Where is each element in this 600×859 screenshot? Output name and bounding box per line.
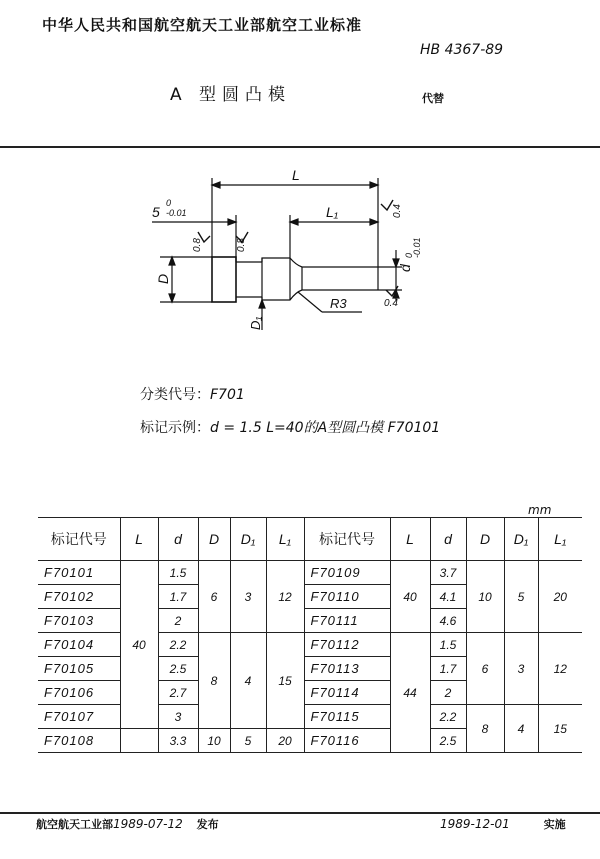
spec-table (38, 517, 582, 753)
code-cell: F70101 (38, 561, 120, 585)
tol-upper-d: 0 (404, 252, 414, 258)
code-cell: F70116 (304, 729, 390, 753)
L1-cell: 12 (266, 561, 304, 633)
code-cell: F70113 (304, 657, 390, 681)
code-cell: F70107 (38, 705, 120, 729)
code-cell: F70114 (304, 681, 390, 705)
doc-title: A 型圆凸模 (170, 85, 292, 105)
L1-cell: 15 (266, 633, 304, 729)
code-cell: F70103 (38, 609, 120, 633)
d-cell: 3.7 (430, 561, 466, 585)
d-cell: 3 (158, 705, 198, 729)
d-cell: 1.5 (430, 633, 466, 657)
col-d: d (158, 518, 198, 561)
label-d: d (397, 264, 413, 272)
L-cell: 40 (120, 561, 158, 729)
col-D1: D₁ (230, 518, 266, 561)
d-cell: 4.6 (430, 609, 466, 633)
standard-number: HB 4367-89 (420, 42, 504, 58)
replaces-label: 代替 (422, 92, 444, 105)
header-rule (0, 146, 600, 148)
L1-cell: 20 (538, 561, 582, 633)
code-cell: F70115 (304, 705, 390, 729)
rough-08-b: 0.8 (236, 238, 247, 252)
d-cell: 2 (430, 681, 466, 705)
punch-drawing (0, 150, 600, 375)
table-row (38, 705, 582, 729)
header-row (38, 518, 582, 561)
label-L1: L₁ (326, 204, 339, 220)
category-line (140, 384, 245, 404)
col-L1: L₁ (266, 518, 304, 561)
D1-cell: 5 (230, 729, 266, 753)
code-cell: F70108 (38, 729, 120, 753)
D-cell: 10 (466, 561, 504, 633)
D-cell: 6 (466, 633, 504, 705)
d-cell: 3.3 (158, 729, 198, 753)
label-L: L (292, 167, 300, 183)
rough-04-a: 0.4 (392, 204, 403, 218)
d-cell: 2.2 (430, 705, 466, 729)
col-L1-r: L₁ (538, 518, 582, 561)
d-cell: 1.7 (430, 657, 466, 681)
col-code-r: 标记代号 (304, 518, 390, 561)
impl-label: 实施 (543, 818, 566, 831)
table-row (38, 561, 582, 585)
col-D1-r: D₁ (504, 518, 538, 561)
d-cell: 2.7 (158, 681, 198, 705)
tol-lower: -0.01 (166, 208, 187, 218)
code-cell: F70109 (304, 561, 390, 585)
label-R3: R3 (330, 296, 347, 311)
rough-08-a: 0.8 (192, 238, 203, 252)
col-code: 标记代号 (38, 518, 120, 561)
issuer: 航空航天工业部 (36, 818, 113, 831)
d-cell: 2.5 (430, 729, 466, 753)
d-cell: 4.1 (430, 585, 466, 609)
code-cell: F70105 (38, 657, 120, 681)
col-L-r: L (390, 518, 430, 561)
D1-cell: 5 (504, 561, 538, 633)
code-cell: F70112 (304, 633, 390, 657)
footer-rule (0, 812, 600, 814)
example-label: 标记示例： (140, 420, 210, 436)
col-D-r: D (466, 518, 504, 561)
col-D: D (198, 518, 230, 561)
L-cell: 40 (390, 561, 430, 633)
D1-cell: 3 (504, 633, 538, 705)
issue-date: 1989-07-12 (113, 817, 183, 831)
example-text: d = 1.5 L=40的A型圆凸模 F70101 (210, 420, 441, 436)
d-cell: 1.7 (158, 585, 198, 609)
col-L: L (120, 518, 158, 561)
issue-label: 发布 (196, 818, 219, 831)
org-title: 中华人民共和国航空航天工业部航空工业标准 (42, 16, 363, 34)
col-d-r: d (430, 518, 466, 561)
L-cell-empty (120, 729, 158, 753)
d-cell: 2.5 (158, 657, 198, 681)
D-cell: 8 (466, 705, 504, 753)
D-cell: 8 (198, 633, 230, 729)
d-cell: 2 (158, 609, 198, 633)
issue-line (36, 816, 219, 832)
example-line (140, 417, 440, 437)
D1-cell: 4 (504, 705, 538, 753)
unit-label: mm (528, 503, 552, 517)
label-D1: D₁ (248, 316, 263, 330)
rough-04-b: 0.4 (384, 298, 398, 309)
code-cell: F70104 (38, 633, 120, 657)
part-outline (212, 257, 378, 302)
L1-cell: 20 (266, 729, 304, 753)
label-5: 5 (152, 204, 160, 220)
code-cell: F70111 (304, 609, 390, 633)
code-cell: F70102 (38, 585, 120, 609)
impl-line (440, 816, 566, 832)
label-D: D (155, 273, 171, 284)
impl-date: 1989-12-01 (440, 817, 510, 831)
L1-cell: 12 (538, 633, 582, 705)
D1-cell: 3 (230, 561, 266, 633)
table-row (38, 633, 582, 657)
d-cell: 2.2 (158, 633, 198, 657)
D-cell: 6 (198, 561, 230, 633)
L-cell: 44 (390, 633, 430, 753)
d-cell: 1.5 (158, 561, 198, 585)
category-label: 分类代号： (140, 387, 210, 403)
tol-lower-d: -0.01 (412, 237, 422, 258)
code-cell: F70110 (304, 585, 390, 609)
D1-cell: 4 (230, 633, 266, 729)
L1-cell: 15 (538, 705, 582, 753)
tol-upper: 0 (166, 198, 172, 208)
category-code: F701 (210, 387, 245, 403)
D-cell: 10 (198, 729, 230, 753)
code-cell: F70106 (38, 681, 120, 705)
